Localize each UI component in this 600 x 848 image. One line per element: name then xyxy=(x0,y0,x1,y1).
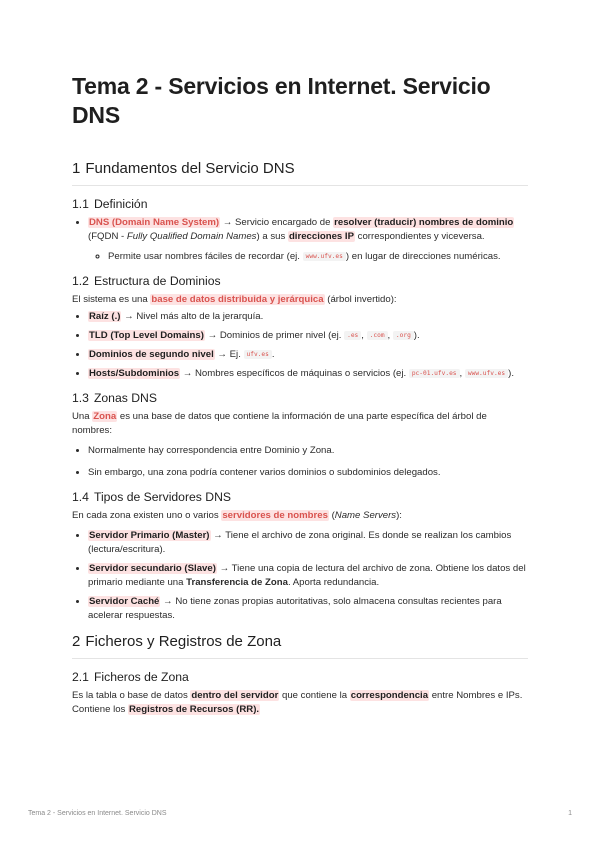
text: → No tiene zonas propias autoritativas, solo almacena consultas recientes para acelerar respuestas. xyxy=(88,596,502,621)
subsection-title: Definición xyxy=(93,197,148,211)
subsection-title: Tipos de Servidores DNS xyxy=(93,490,232,504)
sub-list xyxy=(88,250,528,264)
bullet-list xyxy=(72,529,528,623)
section-number: 2 xyxy=(72,633,81,650)
list-item xyxy=(88,348,528,362)
inline-code: www.ufv.es xyxy=(303,252,346,261)
inline-code: pc-01.ufv.es xyxy=(409,369,460,378)
subsection-title: Zonas DNS xyxy=(93,391,157,405)
term-highlight: base de datos distribuida y jerárquica xyxy=(151,294,324,305)
text: Es la tabla o base de datos xyxy=(72,690,191,701)
text: → Tiene el archivo de zona original. Es donde se realizan los cambios (lectura/escritura). xyxy=(88,530,512,555)
list-item xyxy=(88,529,528,557)
text: → Dominios de primer nivel (ej. xyxy=(204,330,345,341)
subsection-heading-1-3 xyxy=(72,391,528,405)
section-heading-1 xyxy=(72,160,528,186)
paragraph xyxy=(72,509,528,523)
subsection-heading-2-1 xyxy=(72,670,528,684)
section-heading-2 xyxy=(72,633,528,659)
text: → Ej. xyxy=(214,349,244,360)
key-highlight: TLD (Top Level Domains) xyxy=(89,330,204,341)
list-item xyxy=(108,250,528,264)
text: ): xyxy=(396,510,402,521)
inline-code: www.ufv.es xyxy=(465,369,508,378)
key-highlight: Hosts/Subdominios xyxy=(89,368,180,379)
key-highlight: Raíz (.) xyxy=(89,311,121,322)
text: → Nombres específicos de máquinas o servicios (ej. xyxy=(180,368,409,379)
subsection-number: 2.1 xyxy=(72,670,89,684)
key-highlight: resolver (traducir) nombres de dominio xyxy=(334,217,514,228)
key-highlight: correspondencia xyxy=(350,690,429,701)
subsection-number: 1.2 xyxy=(72,274,89,288)
text: , xyxy=(459,368,465,379)
term-highlight: DNS (Domain Name System) xyxy=(89,217,220,228)
list-item xyxy=(88,562,528,590)
section-number: 1 xyxy=(72,160,81,177)
text: Permite usar nombres fáciles de recordar (ej. xyxy=(108,251,303,262)
term-highlight: Zona xyxy=(93,411,117,422)
italic-text: Name Servers xyxy=(334,510,397,521)
key-highlight: direcciones IP xyxy=(288,231,354,242)
subsection-heading-1-4 xyxy=(72,490,528,504)
text: → Servicio encargado de xyxy=(220,217,334,228)
subsection-heading-1-2 xyxy=(72,274,528,288)
document-page xyxy=(72,72,528,720)
list-item: • Normalmente hay correspondencia entre Dominio y Zona. xyxy=(88,444,528,458)
subsection-number: 1.1 xyxy=(72,197,89,211)
text: , xyxy=(387,330,393,341)
text: es una base de datos que contiene la información de una parte específica del árbol de nombres: xyxy=(72,411,487,436)
list-item xyxy=(88,367,528,381)
text: ( xyxy=(328,510,335,521)
text: ). xyxy=(413,330,420,341)
bold-text: Transferencia de Zona xyxy=(186,577,288,588)
page-number: 1 xyxy=(568,810,572,817)
text: (FQDN - xyxy=(88,231,127,242)
list-item xyxy=(88,310,528,324)
key-highlight: Registros de Recursos (RR). xyxy=(129,704,260,715)
list-item xyxy=(88,595,528,623)
text: ). xyxy=(508,368,515,379)
key-highlight: Servidor secundario (Slave) xyxy=(89,563,216,574)
list-item xyxy=(88,329,528,343)
section-title: Fundamentos del Servicio DNS xyxy=(85,160,295,177)
text: ) a sus xyxy=(256,231,288,242)
definition-list xyxy=(72,216,528,264)
key-highlight: Servidor Primario (Master) xyxy=(89,530,210,541)
paragraph xyxy=(72,293,528,307)
text: que contiene la xyxy=(279,690,350,701)
text: (árbol invertido): xyxy=(324,294,397,305)
subsection-title: Ficheros de Zona xyxy=(93,670,189,684)
text: En cada zona existen uno o varios xyxy=(72,510,222,521)
section-title: Ficheros y Registros de Zona xyxy=(85,633,282,650)
paragraph xyxy=(72,689,528,717)
subsection-number: 1.3 xyxy=(72,391,89,405)
text: correspondientes y viceversa. xyxy=(355,231,485,242)
subsection-heading-1-1 xyxy=(72,197,528,211)
list-item: • Sin embargo, una zona podría contener varios dominios o subdominios delegados. xyxy=(88,466,528,480)
bullet-list xyxy=(72,444,528,480)
bullet-list xyxy=(72,310,528,381)
page-footer xyxy=(28,810,572,817)
text: . xyxy=(271,349,275,360)
inline-code: .com xyxy=(367,331,388,340)
text: → Tiene una copia de lectura del archivo de zona. Obtiene los datos del primario mediante una xyxy=(88,563,526,588)
page-title: Tema 2 - Servicios en Internet. Servicio DNS xyxy=(72,73,491,128)
key-highlight: dentro del servidor xyxy=(191,690,279,701)
inline-code: .es xyxy=(344,331,361,340)
inline-code: ufv.es xyxy=(244,350,272,359)
italic-text: Fully Qualified Domain Names xyxy=(126,231,257,242)
term-highlight: servidores de nombres xyxy=(222,510,328,521)
text: Una xyxy=(72,411,93,422)
subsection-number: 1.4 xyxy=(72,490,89,504)
key-highlight: Dominios de segundo nivel xyxy=(89,349,214,360)
key-highlight: Servidor Caché xyxy=(89,596,160,607)
paragraph xyxy=(72,410,528,438)
text: , xyxy=(361,330,367,341)
text: ) en lugar de direcciones numéricas. xyxy=(345,251,501,262)
inline-code: .org xyxy=(393,331,414,340)
text: entre Nombres e IPs. Contiene los xyxy=(72,690,523,715)
subsection-title: Estructura de Dominios xyxy=(93,274,221,288)
text: → Nivel más alto de la jerarquía. xyxy=(121,311,264,322)
text: . Aporta redundancia. xyxy=(287,577,380,588)
footer-title: Tema 2 - Servicios en Internet. Servicio DNS xyxy=(28,810,167,817)
text: El sistema es una xyxy=(72,294,151,305)
list-item xyxy=(88,216,528,264)
